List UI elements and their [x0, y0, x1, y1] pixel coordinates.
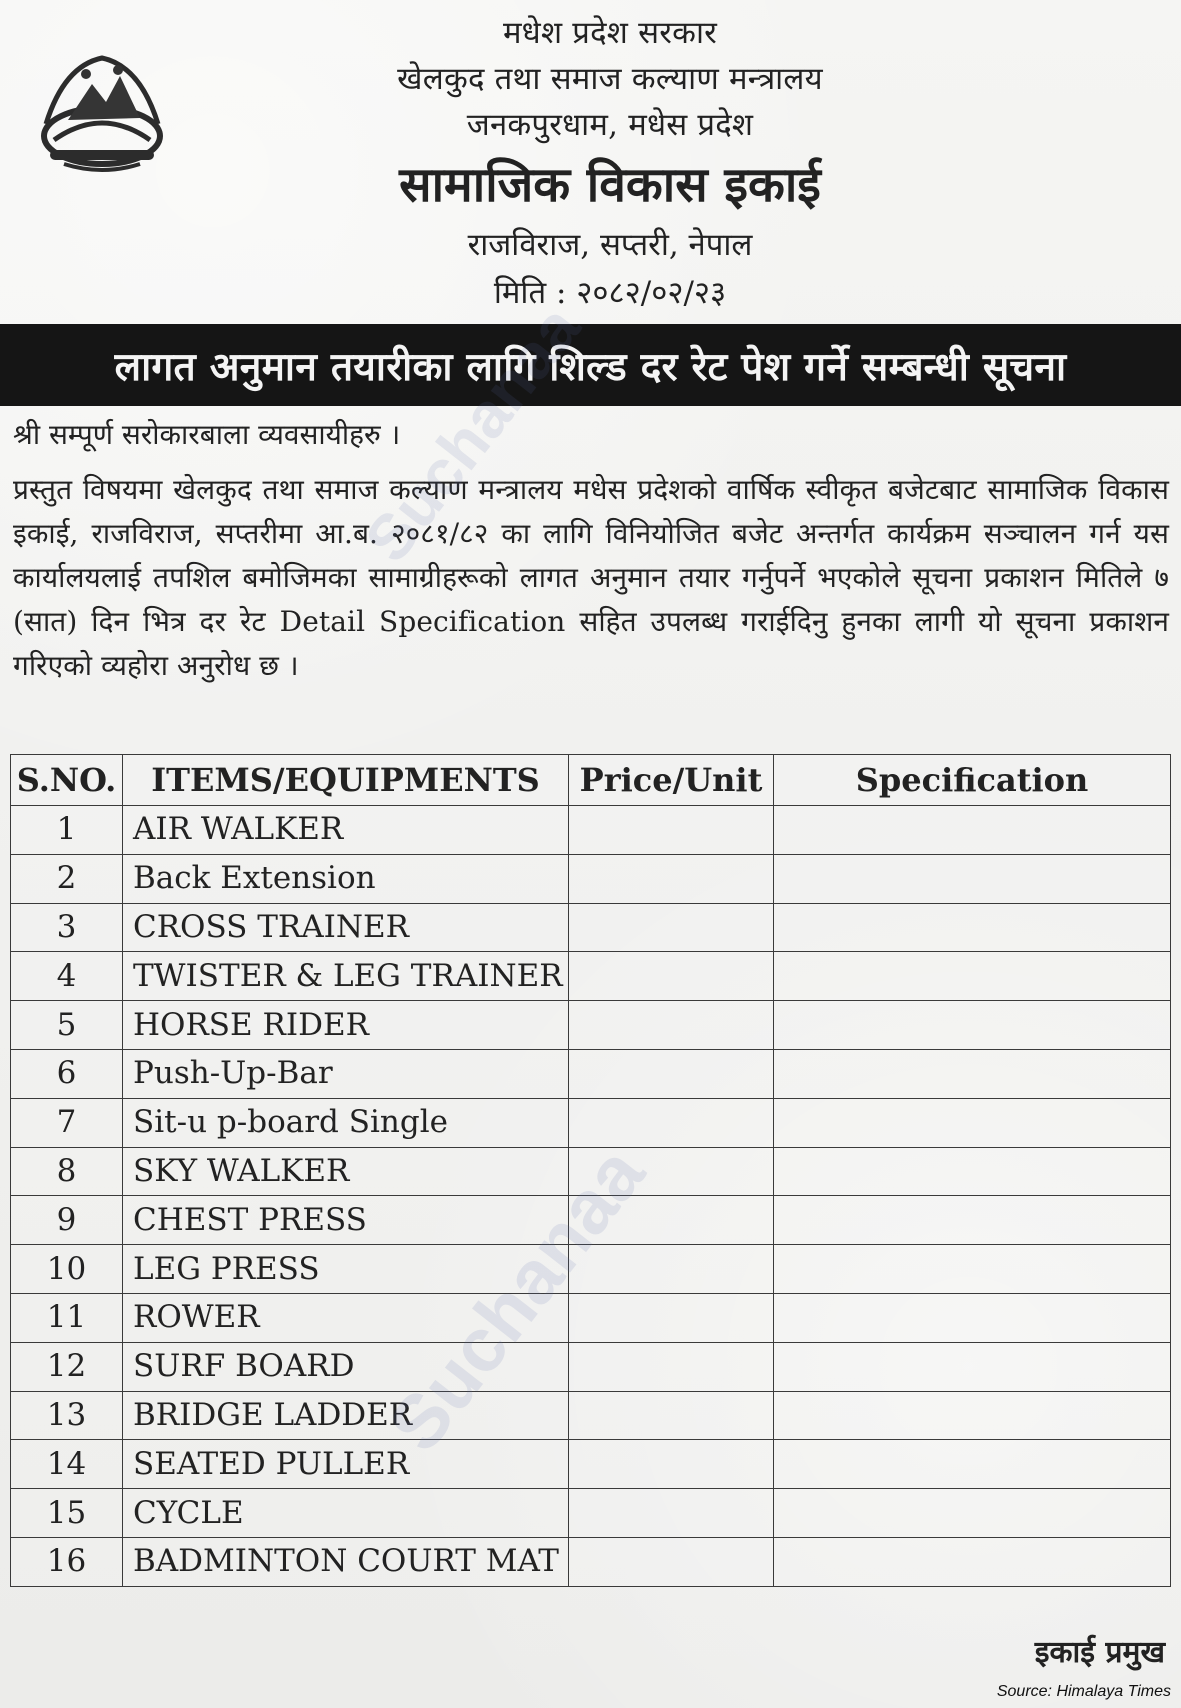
row-price: [569, 806, 774, 855]
notice-title: लागत अनुमान तयारीका लागि शिल्ड दर रेट पेश गर्ने सम्बन्धी सूचना: [0, 324, 1181, 406]
row-sno: 4: [11, 952, 123, 1001]
row-item: BADMINTON COURT MAT: [123, 1537, 569, 1586]
row-item: SEATED PULLER: [123, 1440, 569, 1489]
notice-body: प्रस्तुत विषयमा खेलकुद तथा समाज कल्याण मन्त्रालय मधेस प्रदेशको वार्षिक स्वीकृत बजेटबाट सामाजिक विकास इकाई, राजविराज, सप्तरीमा आ.ब. २०८१/८२ का लागि विनियोजित बजेट अन्तर्गत कार्यक्रम सञ्चालन गर्न यस कार्यालयलाई तपशिल बमोजिमका सामाग्रीहरूको लागत अनुमान तयार गर्नुपर्ने भएकोले सूचना प्रकाशन मितिले ७ (सात) दिन भित्र दर रेट Detail Specification सहित उपलब्ध गराईदिनु हुनका लागी यो सूचना प्रकाशन गरिएको व्यहोरा अनुरोध छ ।: [13, 473, 1169, 682]
table-row: [11, 1293, 1171, 1342]
table-row: [11, 1391, 1171, 1440]
table-row: [11, 1147, 1171, 1196]
table-row: [11, 1440, 1171, 1489]
table-row: [11, 1001, 1171, 1050]
table-row: [11, 806, 1171, 855]
row-item: CROSS TRAINER: [123, 903, 569, 952]
government-emblem-icon: [34, 48, 170, 176]
row-item: LEG PRESS: [123, 1245, 569, 1294]
table-header-row: [11, 755, 1171, 806]
row-specification: [774, 854, 1171, 903]
row-specification: [774, 1196, 1171, 1245]
row-price: [569, 1440, 774, 1489]
row-specification: [774, 1293, 1171, 1342]
header-sno: S.NO.: [11, 755, 123, 806]
row-specification: [774, 1391, 1171, 1440]
row-sno: 2: [11, 854, 123, 903]
row-price: [569, 1537, 774, 1586]
notice-date: मिति : २०८२/०२/२३: [493, 275, 727, 311]
row-sno: 10: [11, 1245, 123, 1294]
unit-location: राजविराज, सप्तरी, नेपाल: [467, 227, 753, 263]
row-sno: 3: [11, 903, 123, 952]
row-price: [569, 1489, 774, 1538]
row-specification: [774, 1440, 1171, 1489]
row-price: [569, 1391, 774, 1440]
ministry-name: खेलकुद तथा समाज कल्याण मन्त्रालय: [397, 61, 823, 97]
row-sno: 14: [11, 1440, 123, 1489]
table-row: [11, 903, 1171, 952]
row-sno: 1: [11, 806, 123, 855]
row-sno: 7: [11, 1098, 123, 1147]
row-item: Back Extension: [123, 854, 569, 903]
ministry-address: जनकपुरधाम, मधेस प्रदेश: [466, 107, 754, 143]
row-specification: [774, 952, 1171, 1001]
row-specification: [774, 1098, 1171, 1147]
row-price: [569, 1293, 774, 1342]
row-item: AIR WALKER: [123, 806, 569, 855]
row-price: [569, 1001, 774, 1050]
table-row: [11, 1098, 1171, 1147]
row-item: SURF BOARD: [123, 1342, 569, 1391]
row-price: [569, 1196, 774, 1245]
row-specification: [774, 1537, 1171, 1586]
table-row: [11, 1245, 1171, 1294]
watermark: Suchanaa: [350, 292, 594, 575]
row-sno: 13: [11, 1391, 123, 1440]
table-row: [11, 1049, 1171, 1098]
source-credit: Source: Himalaya Times: [996, 1683, 1171, 1700]
row-price: [569, 952, 774, 1001]
table-row: [11, 952, 1171, 1001]
table-row: [11, 1196, 1171, 1245]
row-sno: 16: [11, 1537, 123, 1586]
row-price: [569, 1147, 774, 1196]
table-row: [11, 1537, 1171, 1586]
row-specification: [774, 1147, 1171, 1196]
table-row: [11, 1489, 1171, 1538]
header-items: ITEMS/EQUIPMENTS: [123, 755, 569, 806]
salutation: श्री सम्पूर्ण सरोकारबाला व्यवसायीहरु ।: [13, 418, 401, 451]
row-sno: 5: [11, 1001, 123, 1050]
row-price: [569, 1098, 774, 1147]
row-price: [569, 1049, 774, 1098]
row-price: [569, 854, 774, 903]
row-specification: [774, 1342, 1171, 1391]
row-sno: 9: [11, 1196, 123, 1245]
row-sno: 8: [11, 1147, 123, 1196]
row-sno: 15: [11, 1489, 123, 1538]
row-item: CYCLE: [123, 1489, 569, 1538]
row-item: SKY WALKER: [123, 1147, 569, 1196]
row-price: [569, 1342, 774, 1391]
equipment-table: [10, 754, 1171, 1587]
row-item: Push-Up-Bar: [123, 1049, 569, 1098]
row-specification: [774, 903, 1171, 952]
row-specification: [774, 1049, 1171, 1098]
row-item: ROWER: [123, 1293, 569, 1342]
watermark: Suchanaa: [372, 1131, 661, 1467]
row-price: [569, 1245, 774, 1294]
row-specification: [774, 1489, 1171, 1538]
row-sno: 11: [11, 1293, 123, 1342]
row-item: BRIDGE LADDER: [123, 1391, 569, 1440]
row-sno: 12: [11, 1342, 123, 1391]
row-item: Sit-u p-board Single: [123, 1098, 569, 1147]
row-item: TWISTER & LEG TRAINER: [123, 952, 569, 1001]
row-sno: 6: [11, 1049, 123, 1098]
unit-title: सामाजिक विकास इकाई: [399, 157, 821, 213]
signoff: इकाई प्रमुख: [1034, 1635, 1165, 1670]
government-name: मधेश प्रदेश सरकार: [502, 15, 718, 51]
header-specification: Specification: [774, 755, 1171, 806]
table-row: [11, 1342, 1171, 1391]
row-item: CHEST PRESS: [123, 1196, 569, 1245]
table-row: [11, 854, 1171, 903]
row-specification: [774, 806, 1171, 855]
letterhead: [260, 10, 960, 316]
row-price: [569, 903, 774, 952]
row-specification: [774, 1245, 1171, 1294]
header-price-unit: Price/Unit: [569, 755, 774, 806]
row-item: HORSE RIDER: [123, 1001, 569, 1050]
row-specification: [774, 1001, 1171, 1050]
